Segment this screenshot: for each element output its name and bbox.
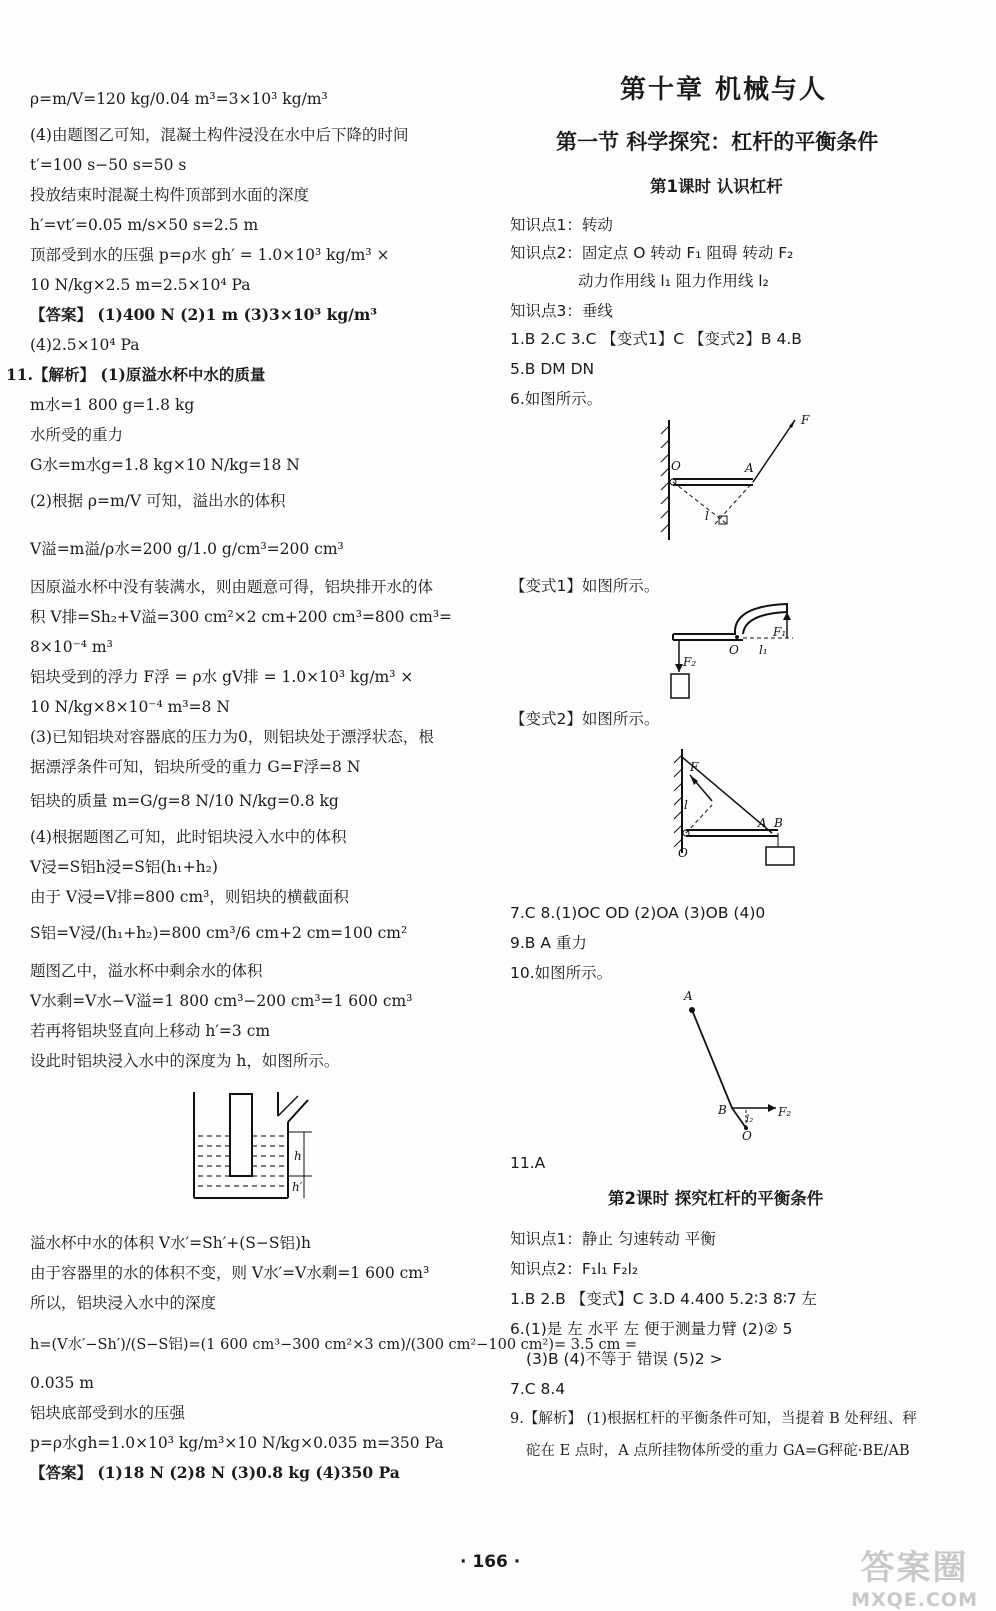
watermark-text: 答案圈	[860, 1548, 969, 1588]
text-line: 积 V排=Sh₂+V溢=300 cm²×2 cm+200 cm³=800 cm³=	[30, 608, 453, 626]
solution-line: 砣在 E 点时，A 点所挂物体所受的重力 GA=G秤砣·BE/AB	[526, 1443, 910, 1459]
F1-label: F₁	[773, 625, 787, 639]
overflow-cup-figure	[180, 1088, 320, 1203]
text-line: 因原溢水杯中没有装满水，则由题意可得，铝块排开水的体	[30, 578, 434, 596]
answer-line: 11.A	[510, 1154, 546, 1172]
knowledge-line: 知识点1：静止 匀速转动 平衡	[510, 1230, 716, 1248]
answer-line: 5.B DM DN	[510, 360, 595, 378]
arm-l-label: l	[684, 798, 688, 812]
answer-line: 7.C 8.(1)OC OD (2)OA (3)OB (4)0	[510, 904, 766, 922]
answer-line: 6.(1)是 左 水平 左 便于测量力臂 (2)② 5	[510, 1320, 793, 1338]
text-line: 铝块的质量 m=G/g=8 N/10 N/kg=0.8 kg	[30, 792, 339, 810]
h-label: h	[294, 1149, 302, 1163]
lesson-title: 第2课时 探究杠杆的平衡条件	[608, 1189, 824, 1208]
arm-l-label: l	[705, 509, 709, 523]
knowledge-line: 动力作用线 l₁ 阻力作用线 l₂	[578, 272, 769, 290]
variant1-label: 【变式1】如图所示。	[510, 577, 660, 595]
text-line: G水=m水g=1.8 kg×10 N/kg=18 N	[30, 456, 300, 474]
text-line: 顶部受到水的压强 p=ρ水 gh′ = 1.0×10³ kg/m³ ×	[30, 246, 390, 264]
point-B-label: B	[718, 1103, 727, 1117]
section-title: 第一节 科学探究：杠杆的平衡条件	[556, 129, 879, 154]
F2-label: F₂	[778, 1105, 792, 1119]
text-line: (3)已知铝块对容器底的压力为0，则铝块处于漂浮状态，根	[30, 728, 434, 746]
text-line: h=(V水′−Sh′)/(S−S铝)=(1 600 cm³−300 cm²×3 cm)/(300 cm²−100 cm²)= 3.5 cm =	[30, 1337, 638, 1353]
force-F-label: F	[801, 413, 810, 427]
text-line: (4)由题图乙可知，混凝土构件浸没在水中后下降的时间	[30, 126, 409, 144]
text-line: 水所受的重力	[30, 426, 124, 444]
text-line: S铝=V浸/(h₁+h₂)=800 cm³/6 cm+2 cm=100 cm²	[30, 924, 408, 942]
text-line: V溢=m溢/ρ水=200 g/1.0 g/cm³=200 cm³	[30, 540, 344, 558]
text-line: 据漂浮条件可知，铝块所受的重力 G=F浮=8 N	[30, 758, 361, 776]
knowledge-line: 知识点1：转动	[510, 216, 613, 234]
text-line: 设此时铝块浸入水中的深度为 h，如图所示。	[30, 1052, 340, 1070]
pivot-O-label: O	[678, 846, 688, 860]
answer-line: 【答案】 (1)400 N (2)1 m (3)3×10³ kg/m³	[30, 305, 378, 324]
text-line: 若再将铝块竖直向上移动 h′=3 cm	[30, 1022, 271, 1040]
text-line: 10 N/kg×2.5 m=2.5×10⁴ Pa	[30, 276, 251, 294]
answer-line: 10.如图所示。	[510, 964, 613, 982]
text-line: 由于容器里的水的体积不变，则 V水′=V水剩=1 600 cm³	[30, 1264, 430, 1282]
text-line: t′=100 s−50 s=50 s	[30, 156, 187, 174]
answer-line: 1.B 2.B 【变式】C 3.D 4.400 5.2∶3 8∶7 左	[510, 1290, 818, 1308]
pivot-O-label: O	[742, 1129, 752, 1143]
text-line: V浸=S铝h浸=S铝(h₁+h₂)	[30, 858, 218, 876]
answer-line: 9.B A 重力	[510, 934, 587, 952]
text-line: 铝块受到的浮力 F浮 = ρ水 gV排 = 1.0×10³ kg/m³ ×	[30, 668, 414, 686]
lever-figure-variant2	[660, 745, 820, 865]
text-line: V水剩=V水−V溢=1 800 cm³−200 cm³=1 600 cm³	[30, 992, 413, 1010]
answer-line: 6.如图所示。	[510, 390, 603, 408]
text-line: (4)根据题图乙可知，此时铝块浸入水中的体积	[30, 828, 347, 846]
answer-line: (3)B (4)不等于 错误 (5)2 >	[526, 1350, 723, 1368]
point-B-label: B	[774, 816, 783, 830]
text-line: 溢水杯中水的体积 V水′=Sh′+(S−S铝)h	[30, 1234, 312, 1252]
page-number: · 166 ·	[460, 1552, 521, 1572]
text-line: (4)2.5×10⁴ Pa	[30, 336, 140, 354]
point-A-label: A	[745, 461, 754, 475]
l1-label: l₁	[759, 643, 768, 657]
F2-label: F₂	[683, 655, 697, 669]
chapter-title: 第十章 机械与人	[620, 75, 828, 105]
solution-line: 9.【解析】 (1)根据杠杆的平衡条件可知，当提着 B 处秤纽、秤	[510, 1411, 917, 1427]
text-line: 所以，铝块浸入水中的深度	[30, 1294, 217, 1312]
l2-label: l₂	[746, 1114, 754, 1125]
answer-line: 7.C 8.4	[510, 1380, 566, 1398]
text-line: 由于 V浸=V排=800 cm³，则铝块的横截面积	[30, 888, 349, 906]
text-line: p=ρ水gh=1.0×10³ kg/m³×10 N/kg×0.035 m=350 Pa	[30, 1434, 444, 1452]
pivot-O-label: O	[671, 459, 681, 473]
text-line: (2)根据 ρ=m/V 可知，溢出水的体积	[30, 492, 286, 510]
lesson-title: 第1课时 认识杠杆	[650, 177, 783, 196]
answer-line: 【答案】 (1)18 N (2)8 N (3)0.8 kg (4)350 Pa	[30, 1463, 400, 1482]
point-A-label: A	[758, 816, 767, 830]
point-A-label: A	[684, 989, 693, 1003]
text-line: 10 N/kg×8×10⁻⁴ m³=8 N	[30, 698, 230, 716]
force-F-label: F	[690, 760, 699, 774]
text-line: 铝块底部受到水的压强	[30, 1404, 186, 1422]
knowledge-line: 知识点2：F₁l₁ F₂l₂	[510, 1260, 639, 1278]
text-line: h′=vt′=0.05 m/s×50 s=2.5 m	[30, 216, 259, 234]
text-line: 0.035 m	[30, 1374, 94, 1392]
lever-figure-variant1	[665, 600, 805, 710]
knowledge-line: 知识点2：固定点 O 转动 F₁ 阻碍 转动 F₂	[510, 244, 794, 262]
text-line: ρ=m/V=120 kg/0.04 m³=3×10³ kg/m³	[30, 90, 328, 108]
h-prime-label: h′	[292, 1180, 303, 1194]
answer-line: 1.B 2.C 3.C 【变式1】C 【变式2】B 4.B	[510, 330, 802, 348]
text-line: m水=1 800 g=1.8 kg	[30, 396, 195, 414]
pivot-O-label: O	[729, 643, 739, 657]
lever-figure-10	[680, 989, 810, 1143]
text-line: 题图乙中，溢水杯中剩余水的体积	[30, 962, 263, 980]
lever-figure-6	[655, 412, 815, 542]
solution-heading: 11.【解析】 (1)原溢水杯中水的质量	[6, 365, 266, 384]
text-line: 8×10⁻⁴ m³	[30, 638, 113, 656]
text-line: 投放结束时混凝土构件顶部到水面的深度	[30, 186, 310, 204]
watermark-logo	[851, 1540, 978, 1611]
variant2-label: 【变式2】如图所示。	[510, 710, 660, 728]
knowledge-line: 知识点3：垂线	[510, 302, 613, 320]
watermark-url: MXQE.COM	[851, 1589, 978, 1611]
